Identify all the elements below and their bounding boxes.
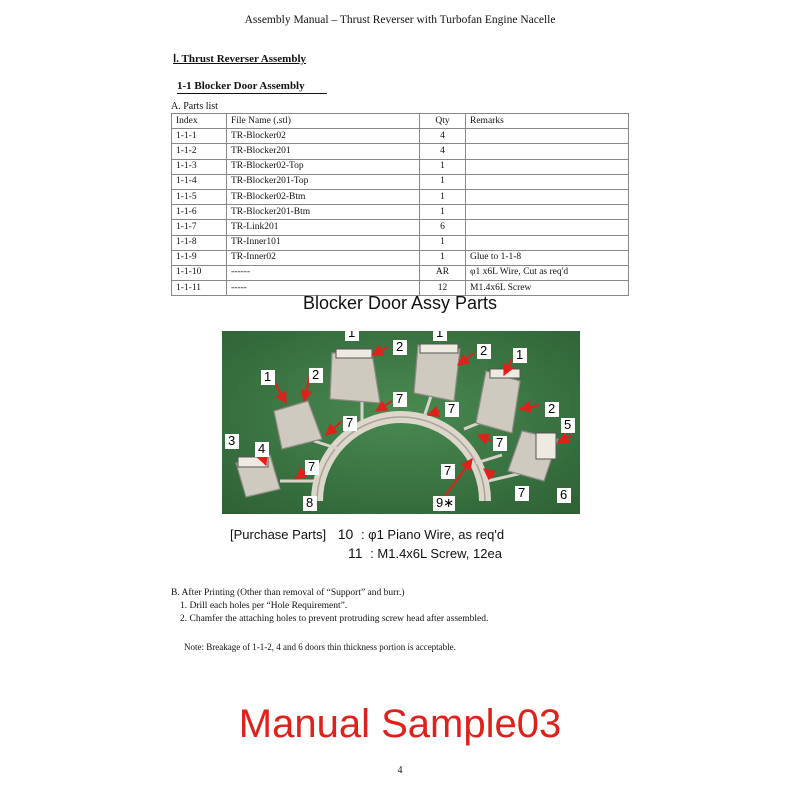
cell-file-name: TR-Blocker02-Top [227, 159, 420, 174]
cell-file-name: TR-Blocker02 [227, 129, 420, 144]
cell-file-name: TR-Link201 [227, 220, 420, 235]
cell-qty: 4 [420, 144, 466, 159]
page-number: 4 [397, 765, 403, 776]
cell-qty: 6 [420, 220, 466, 235]
table-row [172, 189, 629, 204]
after-printing-step-2: 2. Chamfer the attaching holes to prevent protruding screw head after assembled. [180, 614, 489, 624]
cell-file-name: TR-Blocker02-Btm [227, 189, 420, 204]
table-row [172, 144, 629, 159]
callout-5-label: 5 [564, 417, 572, 432]
cell-qty: 1 [420, 205, 466, 220]
cell-qty: 1 [420, 159, 466, 174]
cell-remarks [466, 205, 629, 220]
callout-2-label: 2 [480, 343, 488, 358]
cell-index: 1-1-4 [172, 174, 227, 189]
purchase-item-11-number: 11 [348, 545, 363, 561]
section-title: Ⅰ. Thrust Reverser Assembly [173, 53, 306, 65]
callout-7-label: 7 [346, 415, 354, 430]
parts-photo-illustration [222, 331, 580, 514]
column-header-file-name: File Name (.stl) [227, 114, 420, 129]
cell-index: 1-1-11 [172, 281, 227, 296]
cell-qty: 1 [420, 189, 466, 204]
sample-watermark: Manual Sample03 [238, 702, 562, 746]
cell-index: 1-1-9 [172, 250, 227, 265]
after-printing-step-1: 1. Drill each holes per “Hole Requirement”. [180, 601, 348, 611]
cell-qty: 12 [420, 281, 466, 296]
purchase-item-10-number: 10 [337, 526, 354, 542]
cell-index: 1-1-2 [172, 144, 227, 159]
after-printing-title: B. After Printing (Other than removal of “Support” and burr.) [171, 588, 405, 598]
cell-index: 1-1-1 [172, 129, 227, 144]
callout-6-label: 6 [560, 487, 568, 502]
cell-remarks: φ1 x6L Wire, Cut as req'd [466, 265, 629, 280]
cell-qty: 4 [420, 129, 466, 144]
callout-7-label: 7 [308, 459, 316, 474]
purchase-parts-line-2 [348, 545, 502, 561]
table-row [172, 265, 629, 280]
table-row [172, 159, 629, 174]
callout-7-label: 7 [518, 485, 526, 500]
table-row [172, 205, 629, 220]
cell-remarks [466, 220, 629, 235]
subsection-title: 1-1 Blocker Door Assembly [177, 80, 327, 94]
document-header: Assembly Manual – Thrust Reverser with Turbofan Engine Nacelle [244, 14, 556, 26]
parts-table-header [172, 114, 629, 129]
column-header-index: Index [172, 114, 227, 129]
column-header-qty: Qty [420, 114, 466, 129]
purchase-item-10-text: : φ1 Piano Wire, as req'd [360, 527, 505, 542]
callout-7-label: 7 [396, 391, 404, 406]
purchase-parts-line-1 [230, 526, 504, 542]
table-row [172, 129, 629, 144]
callout-7-label: 7 [444, 463, 452, 478]
cell-index: 1-1-6 [172, 205, 227, 220]
cell-remarks [466, 174, 629, 189]
photo-title: Blocker Door Assy Parts [302, 293, 498, 313]
table-row [172, 250, 629, 265]
cell-index: 1-1-7 [172, 220, 227, 235]
cell-remarks [466, 159, 629, 174]
cell-remarks [466, 129, 629, 144]
blocker-door-parts-photo [222, 331, 580, 514]
cell-index: 1-1-10 [172, 265, 227, 280]
cell-index: 1-1-8 [172, 235, 227, 250]
callout-2-label: 2 [548, 401, 556, 416]
cell-index: 1-1-3 [172, 159, 227, 174]
table-row [172, 235, 629, 250]
blocker-door-1b [330, 353, 380, 403]
cell-file-name: ------ [227, 265, 420, 280]
cell-file-name: TR-Blocker201-Top [227, 174, 420, 189]
cell-file-name: TR-Blocker201 [227, 144, 420, 159]
cell-file-name: ----- [227, 281, 420, 296]
callout-7-label: 7 [448, 401, 456, 416]
cell-remarks [466, 144, 629, 159]
cell-remarks: M1.4x6L Screw [466, 281, 629, 296]
cell-file-name: TR-Inner101 [227, 235, 420, 250]
breakage-note: Note: Breakage of 1-1-2, 4 and 6 doors thin thickness portion is acceptable. [184, 642, 456, 652]
cell-qty: 1 [420, 250, 466, 265]
callout-1-label: 1 [348, 331, 356, 340]
callout-1-label: 1 [264, 369, 272, 384]
cell-remarks [466, 235, 629, 250]
purchase-item-11-text: : M1.4x6L Screw, 12ea [370, 546, 502, 561]
cell-qty: AR [420, 265, 466, 280]
table-row [172, 174, 629, 189]
callout-2-label: 2 [312, 367, 320, 382]
callout-1-label: 1 [436, 331, 444, 340]
callout-1-label: 1 [516, 347, 524, 362]
parts-list-label: A. Parts list [171, 101, 218, 112]
callout-3-label: 3 [228, 433, 236, 448]
callout-9-label: 9∗ [436, 495, 455, 510]
cell-file-name: TR-Inner02 [227, 250, 420, 265]
table-row [172, 220, 629, 235]
callout-2-label: 2 [396, 339, 404, 354]
callout-4-label: 4 [258, 441, 266, 456]
column-header-remarks: Remarks [466, 114, 629, 129]
callout-7-label: 7 [496, 435, 504, 450]
callout-8-label: 8 [306, 495, 314, 510]
cell-remarks [466, 189, 629, 204]
cell-qty: 1 [420, 235, 466, 250]
cell-qty: 1 [420, 174, 466, 189]
purchase-parts-label: [Purchase Parts] [230, 527, 327, 542]
parts-table [171, 113, 629, 296]
cell-file-name: TR-Blocker201-Btm [227, 205, 420, 220]
cell-index: 1-1-5 [172, 189, 227, 204]
cell-remarks: Glue to 1-1-8 [466, 250, 629, 265]
